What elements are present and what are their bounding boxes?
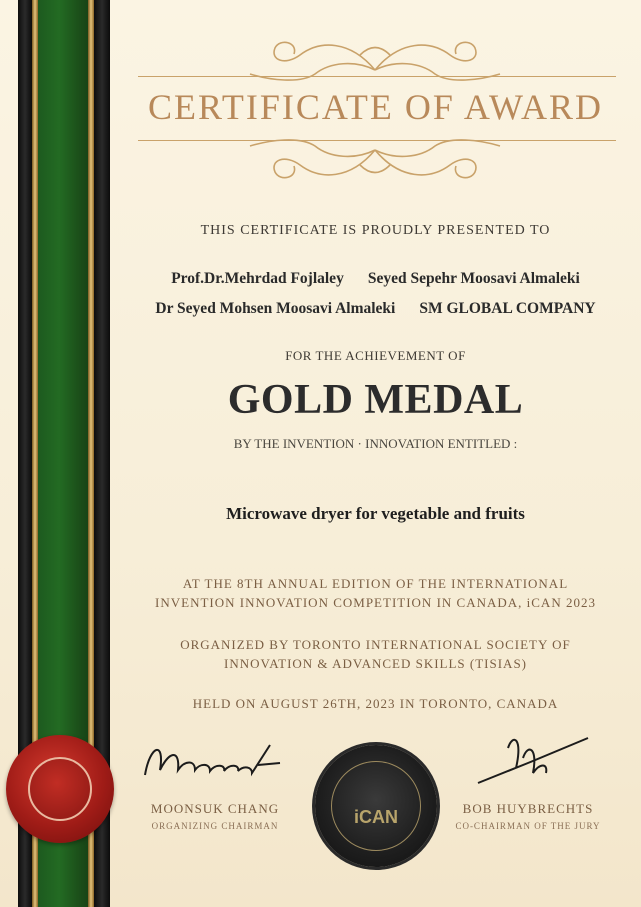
award-title: GOLD MEDAL xyxy=(227,377,524,423)
event-info xyxy=(110,574,641,612)
held-line: HELD ON AUGUST 26TH, 2023 IN TORONTO, CANADA xyxy=(192,696,559,711)
achievement-line: FOR THE ACHIEVEMENT OF xyxy=(285,348,466,363)
ican-emblem xyxy=(315,745,437,867)
entitled-line: BY THE INVENTION · INNOVATION ENTITLED : xyxy=(233,436,518,451)
recipient-name: Seyed Sepehr Moosavi Almaleki xyxy=(367,270,580,287)
signatory-name: BOB HUYBRECHTS xyxy=(462,801,594,816)
bottom-flourish xyxy=(230,132,520,192)
top-flourish xyxy=(230,30,520,90)
recipients-row-2 xyxy=(110,300,641,318)
invention-title: Microwave dryer for vegetable and fruits xyxy=(226,504,525,523)
event-line-2: INVENTION INNOVATION COMPETITION IN CANADA, iCAN 2023 xyxy=(155,595,596,610)
signature-right xyxy=(468,728,598,798)
organizer-line-1: ORGANIZED BY TORONTO INTERNATIONAL SOCIETY OF xyxy=(180,637,571,652)
emblem-text: iCAN xyxy=(354,807,398,827)
organizer-line-2: INNOVATION & ADVANCED SKILLS (TISIAS) xyxy=(223,656,528,671)
recipient-name: Prof.Dr.Mehrdad Fojlaley xyxy=(171,270,344,287)
signature-left xyxy=(140,735,290,795)
recipient-name: Dr Seyed Mohsen Moosavi Almaleki xyxy=(155,300,396,317)
wax-seal xyxy=(6,735,114,843)
event-line-1: AT THE 8TH ANNUAL EDITION OF THE INTERNATIONAL xyxy=(182,576,569,591)
signatory-name: MOONSUK CHANG xyxy=(150,801,280,816)
organizer-info xyxy=(110,635,641,673)
presented-line: THIS CERTIFICATE IS PROUDLY PRESENTED TO xyxy=(200,223,551,238)
recipient-company: SM GLOBAL COMPANY xyxy=(419,300,596,317)
recipients-row-1 xyxy=(110,270,641,288)
signatory-role: ORGANIZING CHAIRMAN xyxy=(151,821,279,831)
certificate-title: CERTIFICATE OF AWARD xyxy=(148,87,603,127)
signatory-role: CO-CHAIRMAN OF THE JURY xyxy=(455,821,601,831)
